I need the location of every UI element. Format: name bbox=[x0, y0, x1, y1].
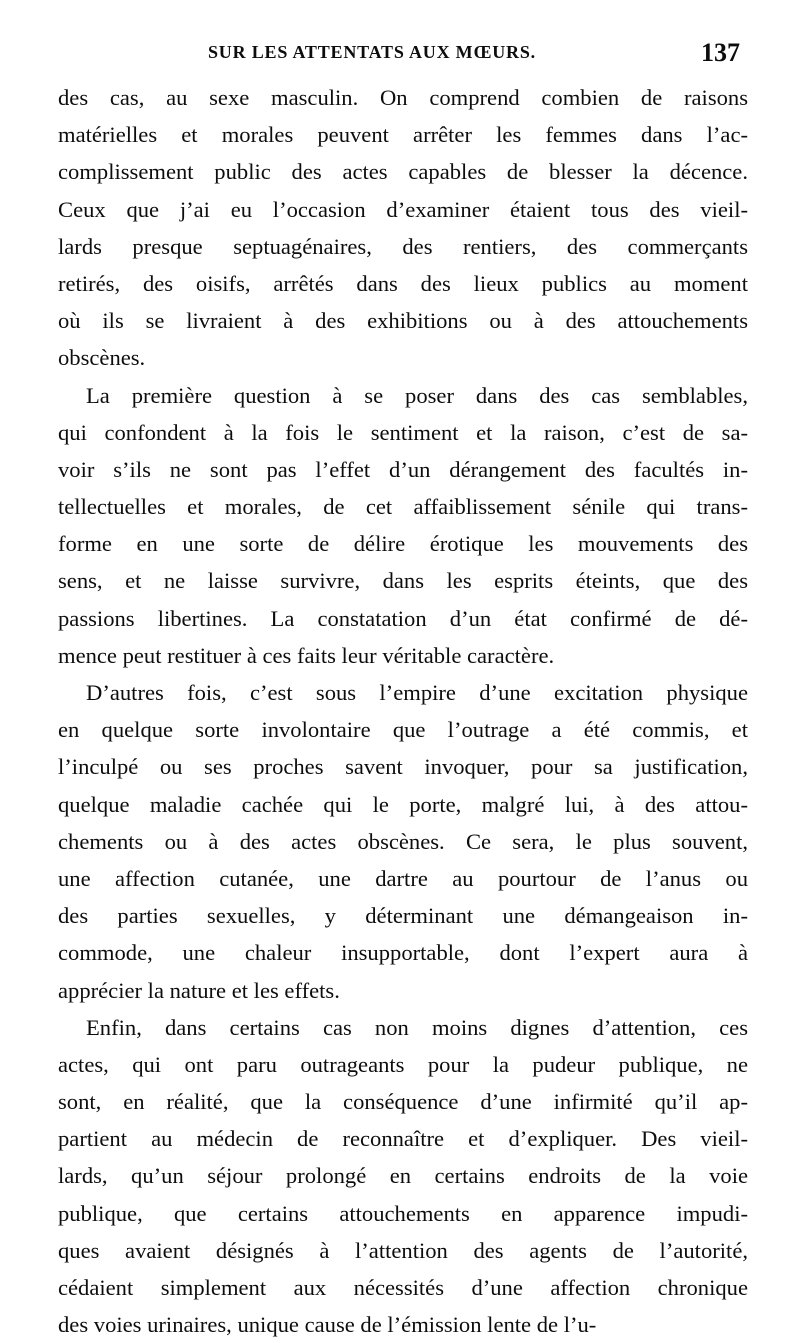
text-line: Ceux que j’ai eu l’occasion d’examiner étaient tous des vieil- bbox=[58, 196, 748, 222]
text-line: retirés, des oisifs, arrêtés dans des lieux publics au moment bbox=[58, 270, 748, 296]
text-line: lards presque septuagénaires, des rentiers, des commerçants bbox=[58, 233, 748, 259]
text-line: ques avaient désignés à l’attention des agents de l’autorité, bbox=[58, 1237, 748, 1263]
paragraph bbox=[58, 1009, 748, 1343]
text-line: passions libertines. La constatation d’un état confirmé de dé- bbox=[58, 605, 748, 631]
text-line: publique, que certains attouchements en apparence impudi- bbox=[58, 1200, 748, 1226]
paragraph bbox=[58, 79, 748, 377]
text-line: La première question à se poser dans des cas semblables, bbox=[86, 382, 748, 408]
text-line: des voies urinaires, unique cause de l’émission lente de l’u- bbox=[58, 1312, 597, 1338]
text-line: D’autres fois, c’est sous l’empire d’une excitation physique bbox=[86, 680, 748, 705]
text-line: obscènes. bbox=[58, 345, 146, 371]
text-line: qui confondent à la fois le sentiment et la raison, c’est de sa- bbox=[58, 419, 748, 445]
text-line: voir s’ils ne sont pas l’effet d’un dérangement des facultés in- bbox=[58, 456, 748, 482]
text-line: partient au médecin de reconnaître et d’expliquer. Des vieil- bbox=[58, 1126, 748, 1152]
text-line: mence peut restituer à ces faits leur véritable caractère. bbox=[58, 642, 555, 668]
text-line: l’inculpé ou ses proches savent invoquer, pour sa justification, bbox=[58, 754, 748, 780]
text-line: des parties sexuelles, y déterminant une démangeaison in- bbox=[58, 903, 748, 929]
text-line: une affection cutanée, une dartre au pourtour de l’anus ou bbox=[58, 865, 748, 891]
text-line: actes, qui ont paru outrageants pour la pudeur publique, ne bbox=[58, 1051, 748, 1077]
text-line: quelque maladie cachée qui le porte, malgré lui, à des attou- bbox=[58, 791, 748, 817]
text-line: chements ou à des actes obscènes. Ce sera, le plus souvent, bbox=[58, 828, 748, 854]
text-line: lards, qu’un séjour prolongé en certains endroits de la voie bbox=[58, 1163, 748, 1189]
text-line: tellectuelles et morales, de cet affaiblissement sénile qui trans- bbox=[58, 494, 748, 520]
paragraph bbox=[58, 674, 748, 1009]
text-line: apprécier la nature et les effets. bbox=[58, 977, 340, 1003]
text-line: où ils se livraient à des exhibitions ou à des attouchements bbox=[58, 308, 748, 334]
text-line: Enfin, dans certains cas non moins dignes d’attention, ces bbox=[86, 1014, 748, 1040]
running-title: SUR LES ATTENTATS AUX MŒURS. bbox=[208, 42, 536, 62]
text-line: sont, en réalité, que la conséquence d’une infirmité qu’il ap- bbox=[58, 1089, 748, 1115]
body-text bbox=[58, 79, 748, 1343]
text-line: commode, une chaleur insupportable, dont l’expert aura à bbox=[58, 940, 748, 966]
text-line: des cas, au sexe masculin. On comprend combien de raisons bbox=[58, 85, 748, 110]
text-line: en quelque sorte involontaire que l’outrage a été commis, et bbox=[58, 717, 748, 743]
page-header bbox=[58, 38, 740, 70]
text-line: cédaient simplement aux nécessités d’une affection chronique bbox=[58, 1275, 748, 1300]
text-line: sens, et ne laisse survivre, dans les esprits éteints, que des bbox=[58, 568, 748, 594]
text-line: matérielles et morales peuvent arrêter les femmes dans l’ac- bbox=[58, 122, 748, 148]
paragraph bbox=[58, 377, 748, 675]
text-line: forme en une sorte de délire érotique les mouvements des bbox=[58, 531, 748, 557]
page-number: 137 bbox=[701, 38, 740, 67]
text-line: complissement public des actes capables de blesser la décence. bbox=[58, 159, 748, 185]
